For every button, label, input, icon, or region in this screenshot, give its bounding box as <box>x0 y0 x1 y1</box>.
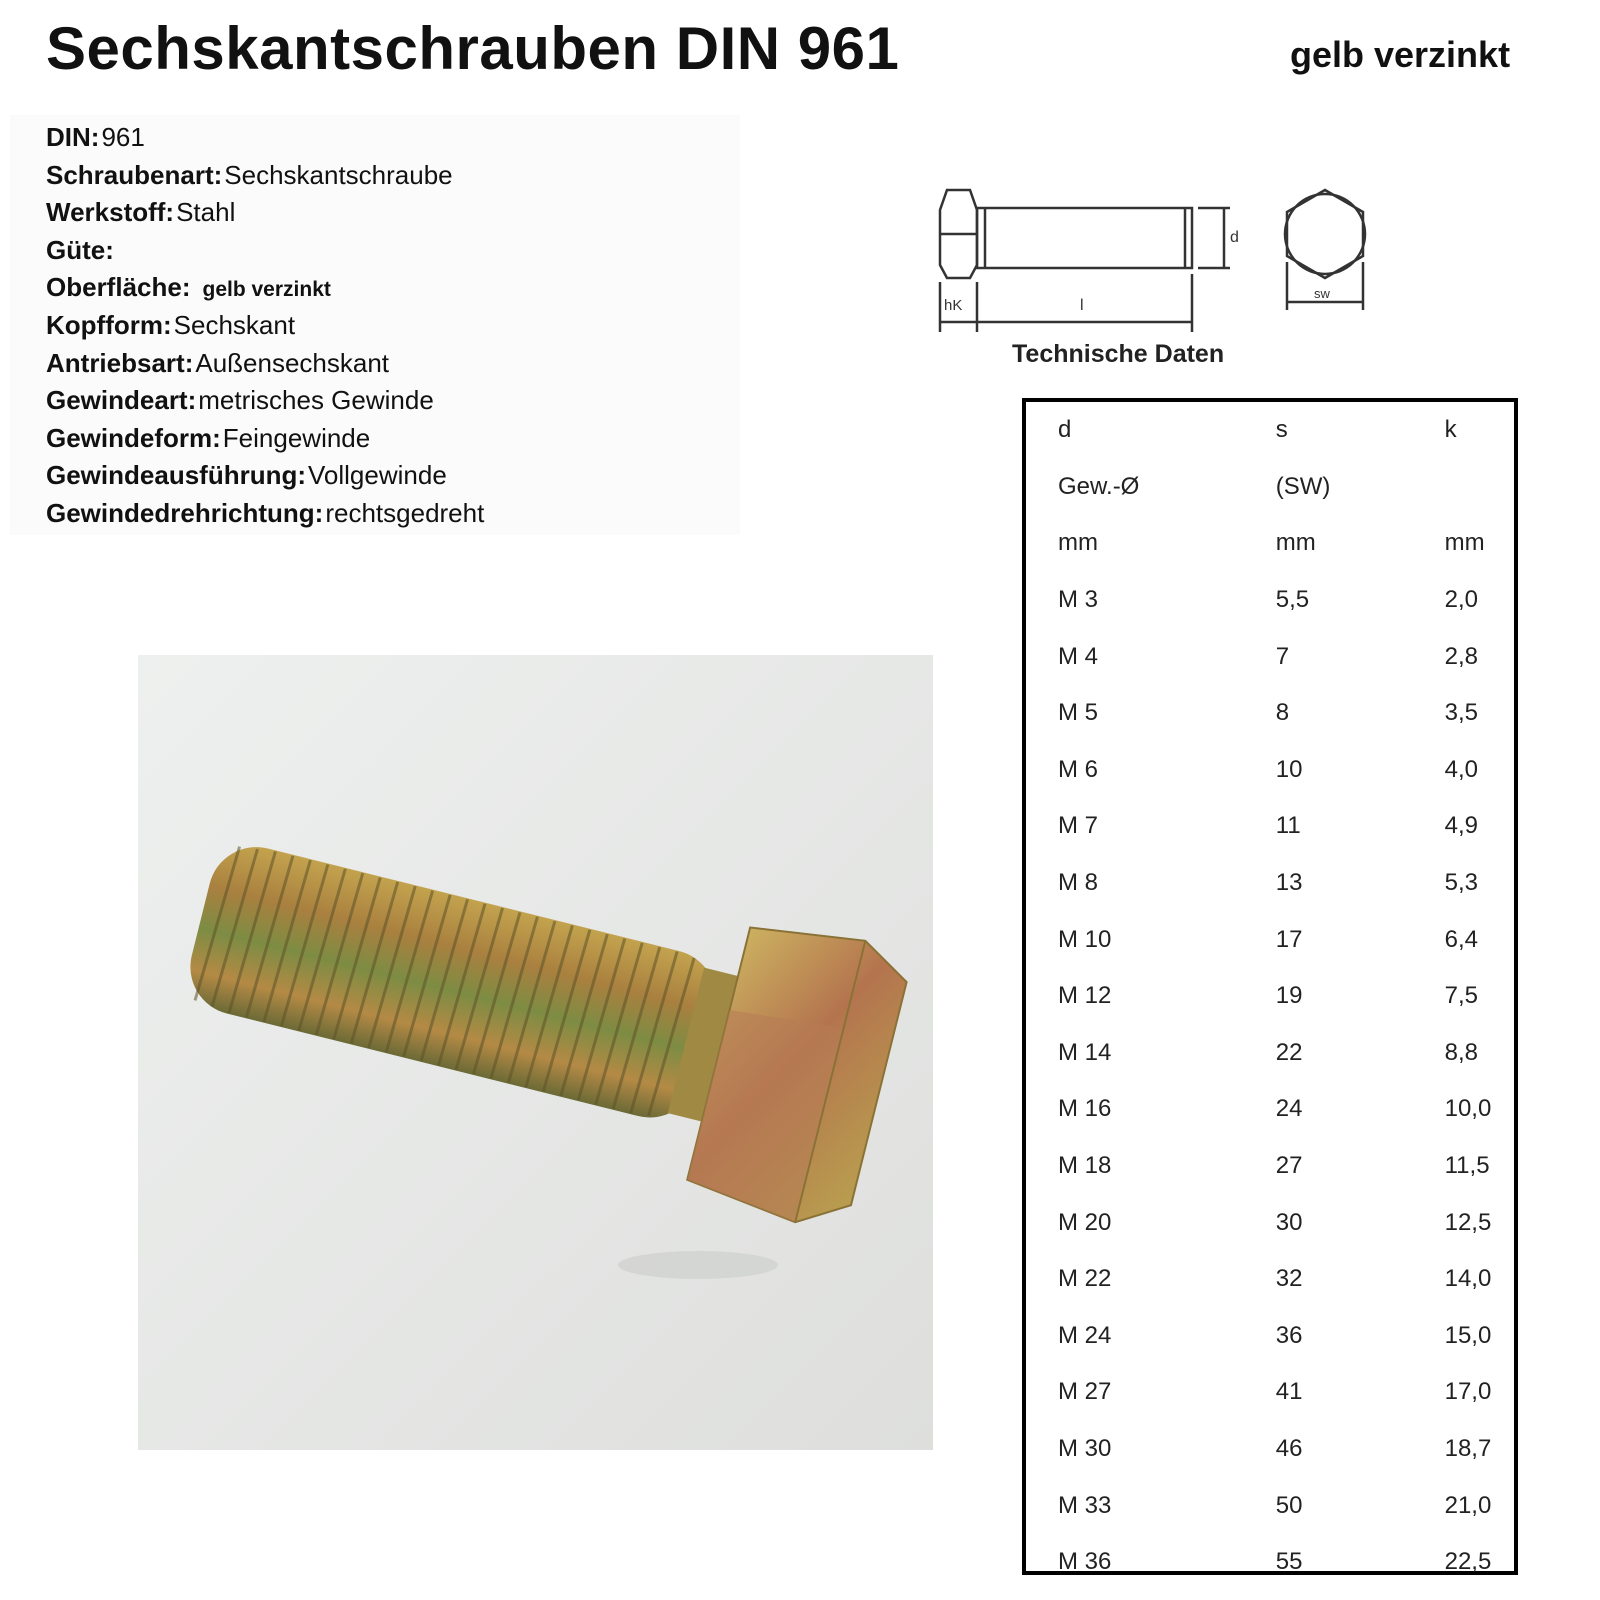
cell-thread-size: M 6 <box>1058 755 1099 783</box>
spec-label: Gewindeart: <box>46 385 197 416</box>
spec-value: gelb verzinkt <box>202 278 331 302</box>
cell-wrench-size: 22 <box>1275 1038 1303 1066</box>
cell-head-height: 2,8 <box>1444 642 1478 670</box>
cell-wrench-size: 19 <box>1275 982 1303 1010</box>
finish-subtitle: gelb verzinkt <box>1290 34 1511 75</box>
cell-thread-size: M 12 <box>1058 982 1112 1010</box>
table-row <box>1058 572 1514 629</box>
cell-head-height: 8,8 <box>1444 1038 1478 1066</box>
cell-wrench-size: 24 <box>1275 1095 1303 1123</box>
cell-head-height: 10,0 <box>1444 1095 1492 1123</box>
cell-thread-size: M 18 <box>1058 1152 1112 1180</box>
spec-label: Werkstoff: <box>46 197 175 228</box>
cell-head-height: 12,5 <box>1444 1208 1492 1236</box>
cell-thread-size: M 3 <box>1058 586 1099 614</box>
spec-row-werkstoff <box>46 194 484 232</box>
cell-head-height: k <box>1444 416 1457 444</box>
cell-thread-size: M 8 <box>1058 869 1099 897</box>
label-sw: sw <box>1314 286 1330 301</box>
table-row <box>1058 1251 1514 1308</box>
cell-thread-size: Gew.-Ø <box>1058 472 1140 500</box>
cell-thread-size: mm <box>1058 529 1098 557</box>
spec-label: Güte: <box>46 234 114 265</box>
cell-wrench-size: 11 <box>1275 812 1301 840</box>
dimension-table <box>1022 398 1518 1575</box>
spec-value: Vollgewinde <box>308 460 447 491</box>
drawing-caption: Technische Daten <box>1012 340 1225 368</box>
label-l: l <box>1080 297 1084 314</box>
cell-thread-size: M 36 <box>1058 1548 1112 1576</box>
spec-label: Schraubenart: <box>46 159 223 190</box>
table-row <box>1058 1194 1514 1251</box>
cell-thread-size: M 4 <box>1058 642 1099 670</box>
cell-thread-size: M 27 <box>1058 1378 1112 1406</box>
spec-row-oberflaeche <box>46 269 484 307</box>
spec-value: rechtsgedreht <box>325 497 485 528</box>
spec-label: Oberfläche: <box>46 272 191 303</box>
cell-thread-size: M 22 <box>1058 1265 1112 1293</box>
cell-head-height: 4,0 <box>1444 755 1478 783</box>
spec-row-din <box>46 119 484 157</box>
cell-head-height: 2,0 <box>1444 586 1478 614</box>
cell-head-height: 22,5 <box>1444 1548 1492 1576</box>
spec-value: Sechskantschraube <box>224 159 453 190</box>
spec-value: Stahl <box>176 197 236 228</box>
page-title: Sechskantschrauben DIN 961 <box>46 15 900 82</box>
cell-wrench-size: 10 <box>1275 755 1303 783</box>
cell-wrench-size: 5,5 <box>1275 586 1310 614</box>
cell-head-height: 14,0 <box>1444 1265 1492 1293</box>
cell-thread-size: M 16 <box>1058 1095 1112 1123</box>
cell-thread-size: M 20 <box>1058 1208 1112 1236</box>
spec-row-antriebsart <box>46 345 484 383</box>
cell-wrench-size: 17 <box>1275 925 1303 953</box>
table-row <box>1058 1364 1514 1421</box>
cell-wrench-size: 36 <box>1275 1321 1303 1349</box>
table-row <box>1058 968 1514 1025</box>
cell-wrench-size: 46 <box>1275 1434 1303 1462</box>
table-header-row <box>1058 459 1514 516</box>
spec-list <box>46 119 484 533</box>
spec-row-gewindeausfuehrung <box>46 457 484 495</box>
bolt-photo <box>138 655 933 1450</box>
table-row <box>1058 855 1514 912</box>
cell-thread-size: M 14 <box>1058 1038 1112 1066</box>
table-row <box>1058 1421 1514 1478</box>
table-row <box>1058 1081 1514 1138</box>
table-row <box>1058 628 1514 685</box>
table-row <box>1058 685 1514 742</box>
spec-value: 961 <box>101 122 145 152</box>
table-row <box>1058 1025 1514 1082</box>
cell-head-height: 15,0 <box>1444 1321 1492 1349</box>
cell-head-height <box>1445 459 1514 516</box>
spec-value: Außensechskant <box>195 347 390 378</box>
table-header-row <box>1058 515 1514 572</box>
cell-head-height: 21,0 <box>1444 1491 1492 1519</box>
label-hk: hK <box>944 297 963 314</box>
cell-wrench-size: 13 <box>1275 869 1303 897</box>
cell-wrench-size: 30 <box>1275 1208 1303 1236</box>
dimension-table-grid <box>1058 402 1514 1590</box>
cell-wrench-size: s <box>1275 416 1288 444</box>
cell-wrench-size: mm <box>1275 529 1316 557</box>
spec-panel <box>10 115 740 535</box>
table-row <box>1058 742 1514 799</box>
table-row <box>1058 1138 1514 1195</box>
cell-thread-size: M 24 <box>1058 1321 1112 1349</box>
spec-row-gewindeart <box>46 382 484 420</box>
cell-head-height: 11,5 <box>1444 1152 1490 1180</box>
spec-value: Sechskant <box>173 309 296 340</box>
cell-thread-size: M 33 <box>1058 1491 1112 1519</box>
table-header-row <box>1058 402 1514 459</box>
spec-label: Kopfform: <box>46 309 172 340</box>
cell-wrench-size: 55 <box>1275 1548 1303 1576</box>
cell-wrench-size: 27 <box>1275 1152 1303 1180</box>
spec-row-kopfform <box>46 307 484 345</box>
spec-label: Gewindedrehrichtung: <box>46 497 324 528</box>
cell-head-height: 5,3 <box>1444 869 1478 897</box>
cell-head-height: 3,5 <box>1444 699 1478 727</box>
cell-thread-size: d <box>1058 416 1072 444</box>
table-row <box>1058 1477 1514 1534</box>
spec-row-schraubenart <box>46 157 484 195</box>
label-d: d <box>1230 229 1239 246</box>
spec-value: Feingewinde <box>222 422 371 453</box>
cell-wrench-size: (SW) <box>1275 472 1331 500</box>
cell-wrench-size: 32 <box>1275 1265 1303 1293</box>
cell-head-height: 7,5 <box>1444 982 1478 1010</box>
cell-head-height: 17,0 <box>1444 1378 1492 1406</box>
spec-label: Gewindeausführung: <box>46 460 306 491</box>
spec-label: DIN: <box>46 122 100 152</box>
spec-label: Gewindeform: <box>46 422 221 453</box>
table-row <box>1058 911 1514 968</box>
cell-head-height: 4,9 <box>1444 812 1478 840</box>
cell-head-height: mm <box>1444 529 1485 557</box>
cell-thread-size: M 10 <box>1058 925 1112 953</box>
cell-thread-size: M 30 <box>1058 1434 1112 1462</box>
table-row <box>1058 1534 1514 1591</box>
cell-wrench-size: 8 <box>1275 699 1290 727</box>
cell-thread-size: M 7 <box>1058 812 1099 840</box>
cell-wrench-size: 41 <box>1275 1378 1303 1406</box>
spec-row-gewindedrehrichtung <box>46 495 484 533</box>
spec-value: metrisches Gewinde <box>198 385 434 416</box>
cell-wrench-size: 50 <box>1275 1491 1303 1519</box>
spec-row-guete <box>46 232 484 270</box>
spec-row-gewindeform <box>46 420 484 458</box>
table-row <box>1058 798 1514 855</box>
cell-wrench-size: 7 <box>1275 642 1290 670</box>
cell-head-height: 18,7 <box>1444 1434 1492 1462</box>
table-row <box>1058 1308 1514 1365</box>
spec-label: Antriebsart: <box>46 347 194 378</box>
cell-head-height: 6,4 <box>1444 925 1478 953</box>
cell-thread-size: M 5 <box>1058 699 1099 727</box>
